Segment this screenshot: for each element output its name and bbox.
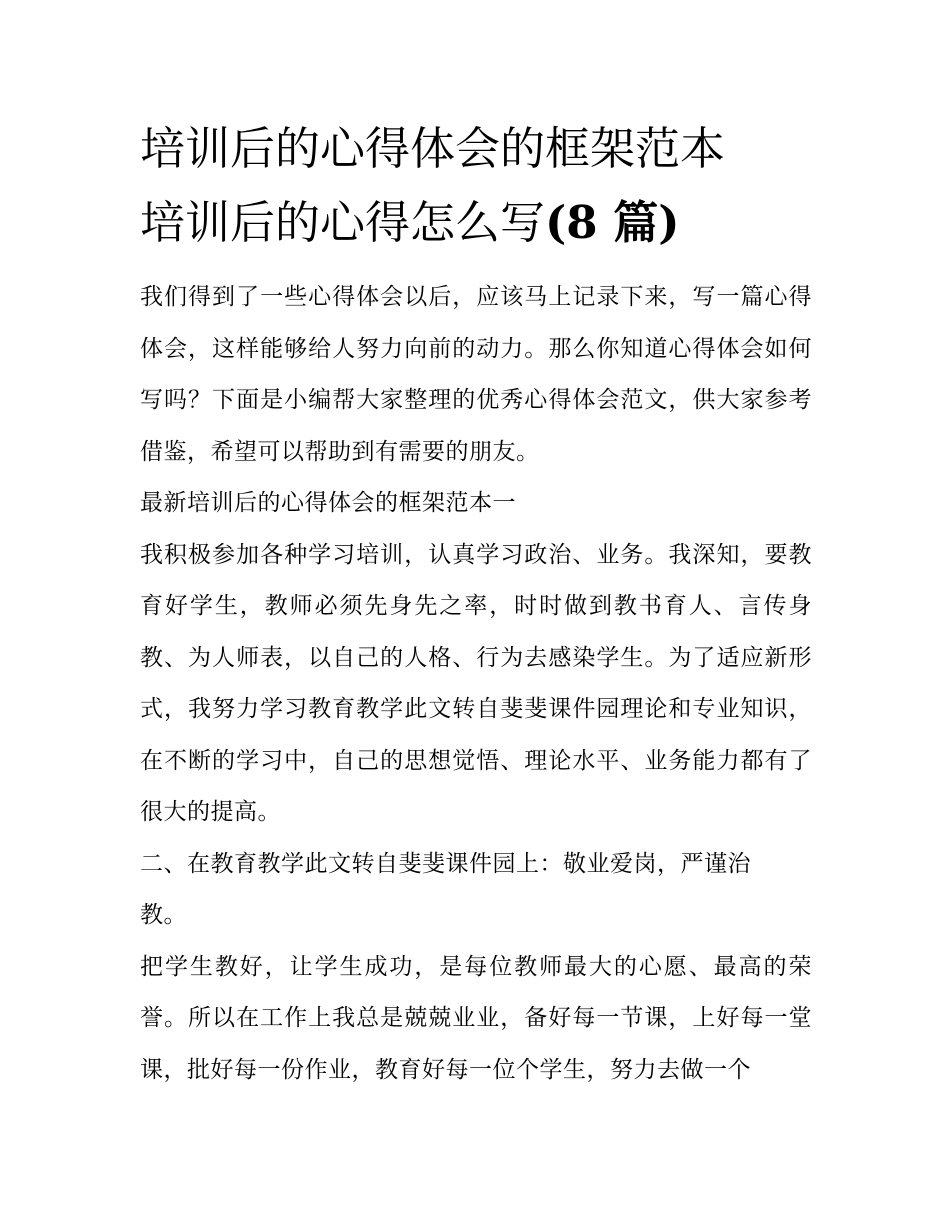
body-paragraph-2: 把学生教好，让学生成功，是每位教师最大的心愿、最高的荣誉。所以在工作上我总是兢兢业业，备好每一节课，上好每一堂课，批好每一份作业，教育好每一位个学生，努力去做一个 — [140, 953, 812, 1083]
intro-paragraph: 我们得到了一些心得体会以后，应该马上记录下来，写一篇心得体会，这样能够给人努力向前的动力。那么你知道心得体会如何写吗？下面是小编帮大家整理的优秀心得体会范文，供大家参考借鉴，希望可以帮助到有需要的朋友。 — [140, 284, 812, 465]
document-body — [140, 272, 812, 1096]
body-paragraph-1: 我积极参加各种学习培训，认真学习政治、业务。我深知，要教育好学生，教师必须先身先之率，时时做到教书育人、言传身教、为人师表，以自己的人格、行为去感染学生。为了适应新形式，我努力学习教育教学此文转自斐斐课件园理论和专业知识，在不断的学习中，自己的思想觉悟、理论水平、业务能力都有了很大的提高。 — [140, 541, 812, 825]
document-title-line-1 — [140, 112, 812, 186]
title-text-2: 培训后的心得怎么写 — [140, 196, 546, 249]
title-count: (8 篇) — [545, 196, 680, 249]
section-heading-1: 最新培训后的心得体会的框架范本一 — [140, 490, 516, 516]
section-heading-2: 二、在教育教学此文转自斐斐课件园上：敬业爱岗，严谨治教。 — [140, 850, 751, 928]
title-text-1: 培训后的心得体会的框架范本 — [140, 122, 726, 175]
document-content — [140, 112, 812, 1096]
document-title-line-2 — [140, 186, 812, 260]
